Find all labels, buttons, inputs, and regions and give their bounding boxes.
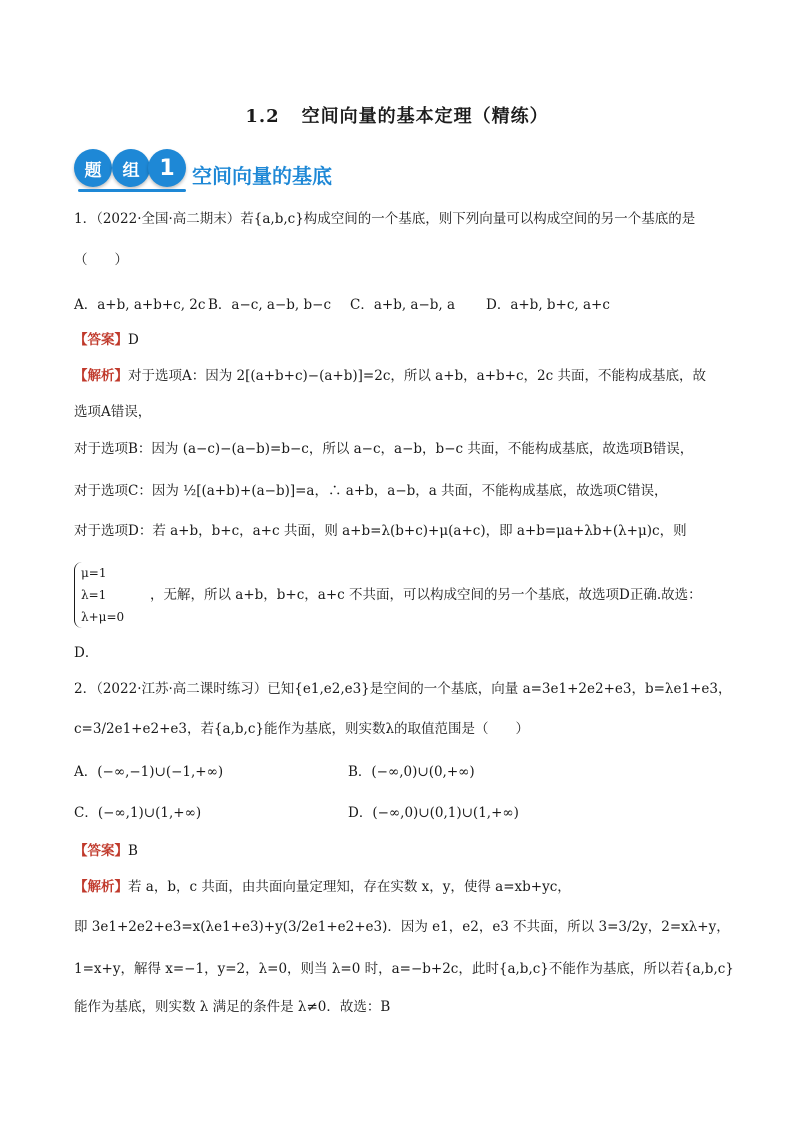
q2-option-b: B．(−∞,0)∪(0,+∞): [348, 764, 475, 780]
q2-option-c: C．(−∞,1)∪(1,+∞): [74, 805, 202, 821]
equation-row: λ=1: [81, 588, 107, 602]
q2-analysis-line-3: 1=x+y，解得 x=−1，y=2，λ=0，则当 λ=0 时，a=−b+2c，此时{a,b,c}不能作为基底，所以若{a,b,c}: [74, 961, 734, 977]
q1-paren: （ ）: [74, 252, 128, 268]
badge-char-2: 组: [112, 149, 150, 187]
q1-answer: [74, 331, 139, 349]
equation-system: [74, 562, 161, 628]
q1-stem: 1．（2022·全国·高二期末）若{a,b,c}构成空间的一个基底，则下列向量可以构成空间的另一个基底的是: [74, 211, 696, 227]
section-title: 空间向量的基本定理（精练）: [301, 106, 549, 127]
q1-analysis-line-2: 选项A错误，: [74, 404, 152, 420]
q1-analysis-line-1: 【解析】对于选项A：因为 2[(a+b+c)−(a+b)]=2c，所以 a+b，a+b+c，2c 共面，不能构成基底，故: [74, 368, 706, 384]
equation-row: μ=1: [81, 566, 107, 580]
q2-stem-line-2: c=3/2e1+e2+e3，若{a,b,c}能作为基底，则实数λ的取值范围是（ ）: [74, 721, 530, 737]
q2-analysis-label: 【解析】: [74, 879, 128, 895]
q2-option-d: D．(−∞,0)∪(0,1)∪(1,+∞): [348, 805, 519, 821]
q2-analysis-line-4: 能作为基底，则实数 λ 满足的条件是 λ≠0．故选：B: [74, 999, 391, 1015]
q2-answer-value: B: [128, 843, 138, 859]
section-number: 1.2: [245, 106, 280, 127]
q2-answer: [74, 842, 138, 860]
q1-option-a: A．a+b, a+b+c, 2c: [74, 297, 206, 313]
q1-analysis-line-3: 对于选项B：因为 (a−c)−(a−b)=b−c，所以 a−c，a−b，b−c 共面，不能构成基底，故选项B错误，: [74, 441, 694, 457]
page-title: [0, 102, 794, 128]
badge-underline: [78, 189, 186, 192]
q1-analysis-line-4: 对于选项C：因为 ½[(a+b)+(a−b)]=a，∴ a+b，a−b，a 共面，不能构成基底，故选项C错误，: [74, 483, 668, 499]
q1-analysis-line-6: ，无解，所以 a+b，b+c，a+c 不共面，可以构成空间的另一个基底，故选项D正确.故选：: [150, 587, 702, 603]
q1-option-c: C．a+b, a−b, a: [350, 297, 456, 313]
q1-option-b: B．a−c, a−b, b−c: [208, 297, 332, 313]
badge-number: 1: [148, 149, 186, 187]
q2-analysis-line-2: 即 3e1+2e2+e3=x(λe1+e3)+y(3/2e1+e2+e3)．因为 e1，e2，e3 不共面，所以 3=3/2y，2=xλ+y，: [74, 919, 730, 935]
q1-analysis-label: 【解析】: [74, 368, 128, 384]
q1-answer-label: 【答案】: [74, 332, 128, 348]
q1-answer-value: D: [128, 332, 139, 348]
badge-char-1: 题: [74, 149, 112, 187]
q1-analysis-line-7: D．: [74, 645, 99, 661]
equation-row: λ+μ=0: [81, 610, 125, 624]
q1-option-d: D．a+b, b+c, a+c: [486, 297, 610, 313]
q2-answer-label: 【答案】: [74, 843, 128, 859]
group-title: 空间向量的基底: [192, 164, 332, 188]
q2-stem-line-1: 2．（2022·江苏·高二课时练习）已知{e1,e2,e3}是空间的一个基底，向量 a=3e1+2e2+e3，b=λe1+e3，: [74, 681, 732, 697]
q2-option-a: A．(−∞,−1)∪(−1,+∞): [74, 764, 224, 780]
q2-analysis-line-1: 【解析】若 a，b，c 共面，由共面向量定理知，存在实数 x，y，使得 a=xb+yc，: [74, 879, 571, 895]
q1-analysis-line-5: 对于选项D：若 a+b，b+c，a+c 共面，则 a+b=λ(b+c)+μ(a+c)，即 a+b=μa+λb+(λ+μ)c，则: [74, 523, 687, 539]
